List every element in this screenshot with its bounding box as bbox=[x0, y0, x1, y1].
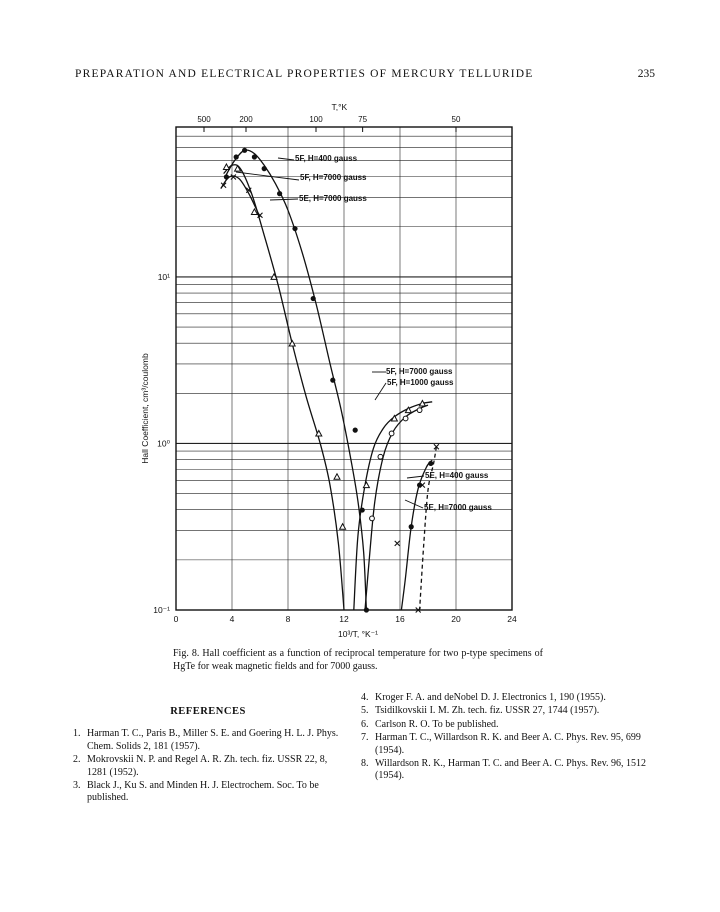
top-tick-label: 100 bbox=[309, 115, 323, 124]
reference-item bbox=[73, 780, 343, 805]
annotation-label: 5F, H=7000 gauss bbox=[386, 367, 453, 376]
references-heading: REFERENCES bbox=[170, 706, 246, 717]
x-tick-label: 4 bbox=[229, 614, 235, 624]
x-tick-label: 12 bbox=[339, 614, 349, 624]
annotation-label: 5E, H=7000 gauss bbox=[424, 503, 492, 512]
reference-text: Black J., Ku S. and Minden H. J. Electrochem. Soc. To be published. bbox=[87, 780, 319, 804]
data-point-circle bbox=[403, 416, 408, 421]
data-point-triangle bbox=[334, 474, 340, 480]
annotation-label: 5F, H=400 gauss bbox=[295, 154, 358, 163]
data-point-dot bbox=[409, 524, 414, 529]
data-point-x bbox=[395, 541, 400, 546]
top-tick-label: 500 bbox=[197, 115, 211, 124]
reference-number: 1. bbox=[73, 728, 81, 740]
reference-item bbox=[73, 728, 343, 753]
y-tick-label: 10⁻¹ bbox=[153, 605, 170, 615]
data-point-triangle bbox=[340, 524, 346, 530]
reference-number: 6. bbox=[361, 718, 369, 730]
references-right-column bbox=[361, 692, 651, 784]
running-title: PREPARATION AND ELECTRICAL PROPERTIES OF MERCURY TELLURIDE bbox=[75, 68, 534, 80]
annotation-leader bbox=[278, 158, 294, 160]
reference-item bbox=[361, 758, 651, 783]
top-axis-label: T,°K bbox=[331, 102, 348, 112]
reference-item bbox=[361, 732, 651, 757]
y-tick-label: 10⁰ bbox=[157, 438, 170, 449]
x-tick-label: 0 bbox=[173, 614, 179, 624]
data-point-triangle bbox=[363, 482, 369, 488]
reference-text: Tsidilkovskii I. M. Zh. tech. fiz. USSR 27, 1744 (1957). bbox=[375, 705, 600, 717]
data-point-dot bbox=[252, 154, 257, 159]
reference-number: 7. bbox=[361, 732, 369, 744]
data-point-triangle bbox=[223, 164, 229, 170]
top-tick-label: 200 bbox=[239, 115, 253, 124]
annotation-label: 5E, H=400 gauss bbox=[425, 471, 489, 480]
reference-text: Carlson R. O. To be published. bbox=[375, 718, 499, 730]
reference-item bbox=[361, 719, 651, 731]
reference-number: 2. bbox=[73, 754, 81, 766]
reference-item bbox=[361, 705, 651, 717]
data-point-circle bbox=[389, 431, 394, 436]
annotation-label: 5E, H=7000 gauss bbox=[299, 194, 367, 203]
reference-text: Harman T. C., Willardson R. K. and Beer A. C. Phys. Rev. 95, 699 (1954). bbox=[375, 732, 641, 756]
y-axis-label: Hall Coefficient, cm³/coulomb bbox=[140, 353, 150, 464]
data-point-dot bbox=[330, 378, 335, 383]
data-point-dot bbox=[417, 482, 422, 487]
reference-number: 3. bbox=[73, 780, 81, 792]
top-tick-label: 50 bbox=[451, 115, 461, 124]
series-curve bbox=[225, 150, 366, 610]
x-tick-label: 8 bbox=[285, 614, 291, 624]
reference-text: Willardson R. K., Harman T. C. and Beer A. C. Phys. Rev. 96, 1512 (1954). bbox=[375, 758, 647, 782]
top-tick-label: 75 bbox=[358, 115, 368, 124]
data-point-dot bbox=[353, 428, 358, 433]
x-axis-label: 10³/T, °K⁻¹ bbox=[337, 629, 379, 639]
annotation-label: 5F, H=7000 gauss bbox=[300, 173, 367, 182]
data-point-dot bbox=[242, 148, 247, 153]
data-point-dot bbox=[428, 461, 433, 466]
reference-number: 5. bbox=[361, 705, 369, 717]
data-point-circle bbox=[370, 516, 375, 521]
reference-number: 8. bbox=[361, 758, 369, 770]
series-curve bbox=[401, 460, 432, 610]
x-tick-label: 16 bbox=[395, 614, 405, 624]
reference-item bbox=[73, 754, 343, 779]
references-left-column bbox=[73, 692, 343, 806]
y-tick-label: 10¹ bbox=[157, 271, 170, 282]
reference-text: Harman T. C., Paris B., Miller S. E. and Goering H. L. J. Phys. Chem. Solids 2, 181 (1957). bbox=[87, 728, 339, 752]
annotation-leader bbox=[375, 383, 386, 400]
reference-text: Mokrovskii N. P. and Regel A. R. Zh. tech. fiz. USSR 22, 8, 1281 (1952). bbox=[87, 754, 328, 778]
annotation-label: 5F, H=1000 gauss bbox=[387, 378, 454, 387]
page-number: 235 bbox=[637, 68, 655, 80]
data-point-circle bbox=[378, 454, 383, 459]
annotation-leader bbox=[270, 199, 298, 200]
data-point-dot bbox=[311, 296, 316, 301]
data-point-dot bbox=[234, 154, 239, 159]
x-tick-label: 20 bbox=[451, 614, 461, 624]
reference-number: 4. bbox=[361, 692, 369, 703]
data-point-dot bbox=[292, 226, 297, 231]
series-curve bbox=[224, 165, 344, 610]
data-point-dot bbox=[277, 191, 282, 196]
series-curve bbox=[365, 405, 428, 610]
data-point-circle bbox=[417, 408, 422, 413]
reference-text: Kroger F. A. and deNobel D. J. Electronics 1, 190 (1955). bbox=[375, 692, 606, 703]
data-point-dot bbox=[262, 166, 267, 171]
reference-item bbox=[361, 692, 651, 704]
x-tick-label: 24 bbox=[507, 614, 517, 624]
figure-caption: Fig. 8. Hall coefficient as a function of reciprocal temperature for two p-type specimens of HgTe for weak magnetic fields and for 7000 gauss. bbox=[173, 648, 543, 672]
